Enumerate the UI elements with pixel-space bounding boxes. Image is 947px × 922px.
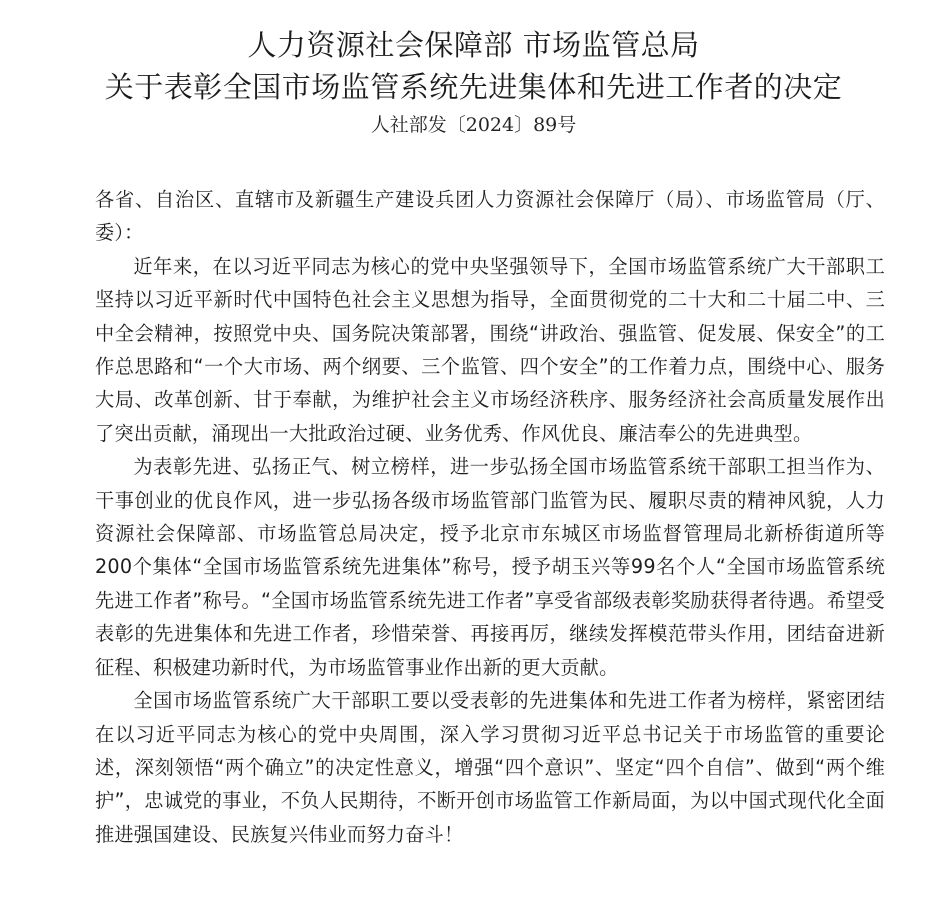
document-header (0, 24, 947, 140)
document-body (95, 183, 885, 851)
document-title: 关于表彰全国市场监管系统先进集体和先进工作者的决定 (104, 70, 843, 104)
salutation: 各省、自治区、直辖市及新疆生产建设兵团人力资源社会保障厅（局）、市场监管局（厅、委）： (95, 188, 885, 245)
paragraph-1: 近年来，在以习近平同志为核心的党中央坚强领导下，全国市场监管系统广大干部职工坚持以习近平新时代中国特色社会主义思想为指导，全面贯彻党的二十大和二十届二中、三中全会精神，按照党中央、国务院决策部署，围绕“讲政治、强监管、促发展、保安全”的工作总思路和“一个大市场、两个纲要、三个监管、四个安全”的工作着力点，围绕中心、服务大局、改革创新、甘于奉献，为维护社会主义市场经济秩序、服务经济社会高质量发展作出了突出贡献，涌现出一大批政治过硬、业务优秀、作风优良、廉洁奉公的先进典型。 (95, 254, 885, 445)
paragraph-2: 为表彰先进、弘扬正气、树立榜样，进一步弘扬全国市场监管系统干部职工担当作为、干事创业的优良作风，进一步弘扬各级市场监管部门监管为民、履职尽责的精神风貌，人力资源社会保障部、市场监管总局决定，授予北京市东城区市场监督管理局北新桥街道所等200个集体“全国市场监管系统先进集体”称号，授予胡玉兴等99名个人“全国市场监管系统先进工作者”称号。“全国市场监管系统先进工作者”享受省部级表彰奖励获得者待遇。希望受表彰的先进集体和先进工作者，珍惜荣誉、再接再厉，继续发挥模范带头作用，团结奋进新征程、积极建功新时代，为市场监管事业作出新的更大贡献。 (95, 455, 885, 679)
issuing-authorities: 人力资源社会保障部 市场监管总局 (247, 28, 700, 62)
paragraph-3: 全国市场监管系统广大干部职工要以受表彰的先进集体和先进工作者为榜样，紧密团结在以习近平同志为核心的党中央周围，深入学习贯彻习近平总书记关于市场监管的重要论述，深刻领悟“两个确立”的决定性意义，增强“四个意识”、坚定“四个自信”、做到“两个维护”，忠诚党的事业，不负人民期待，不断开创市场监管工作新局面，为以中国式现代化全面推进强国建设、民族复兴伟业而努力奋斗！ (95, 689, 885, 846)
document-number: 人社部发〔2024〕89号 (370, 114, 577, 136)
